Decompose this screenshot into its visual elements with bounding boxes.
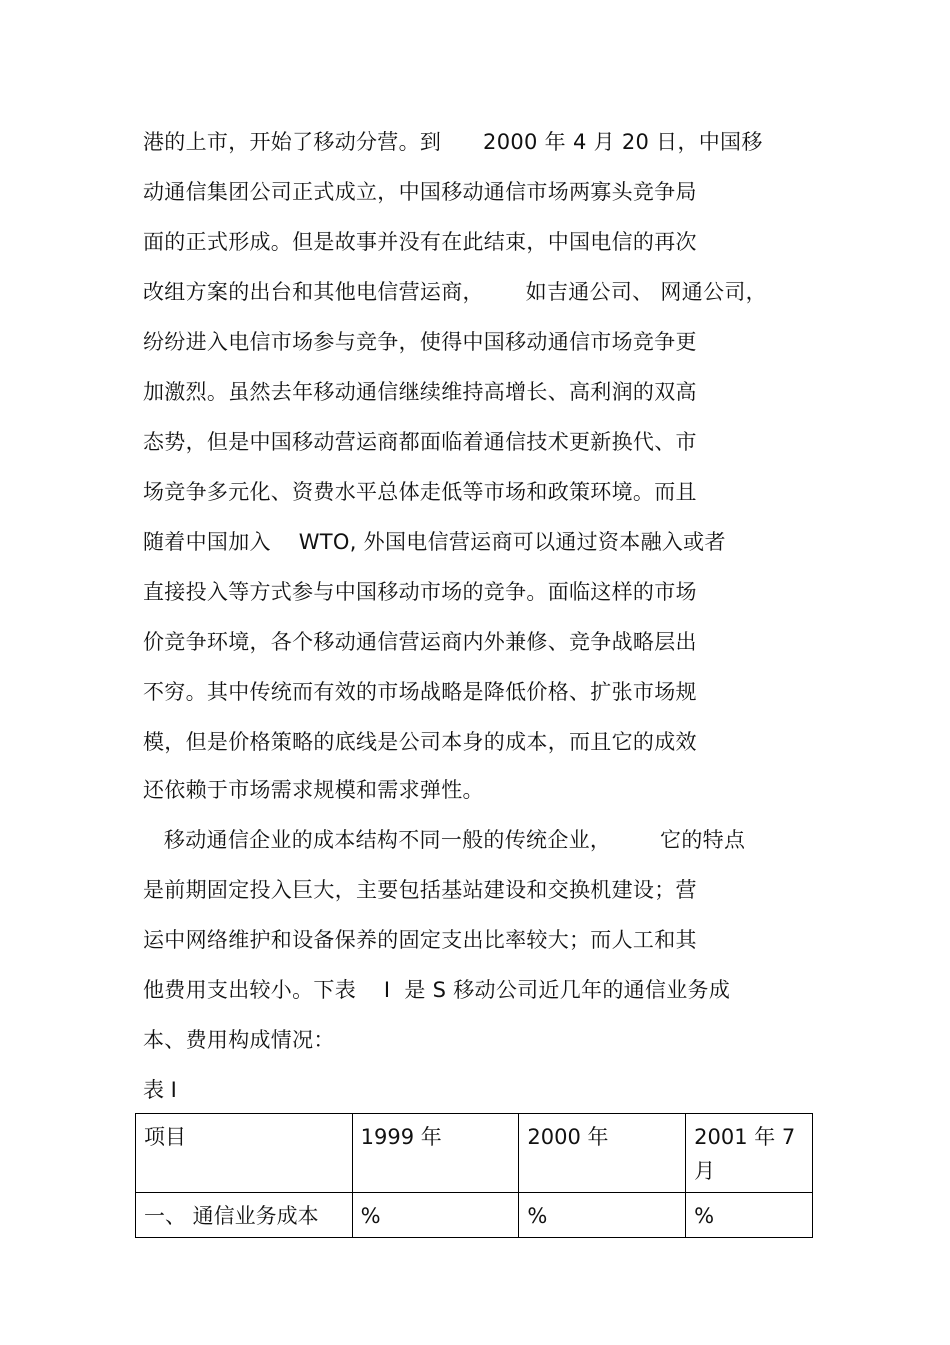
text-line: 运中网络维护和设备保养的固定支出比率较大；而人工和其 — [143, 928, 697, 952]
text-line: 场竞争多元化、资费水平总体走低等市场和政策环境。而且 — [143, 480, 697, 504]
text-line: 移动通信企业的成本结构不同一般的传统企业， 它的特点 — [143, 828, 746, 852]
text-line: 面的正式形成。但是故事并没有在此结束，中国电信的再次 — [143, 230, 697, 254]
text-line: 不穷。其中传统而有效的市场战略是降低价格、扩张市场规 — [143, 680, 697, 704]
text-line: 直接投入等方式参与中国移动市场的竞争。面临这样的市场 — [143, 580, 697, 604]
table-header-row — [136, 1114, 813, 1193]
text-line: 还依赖于市场需求规模和需求弹性。 — [143, 778, 484, 802]
text-line: 本、费用构成情况： — [143, 1028, 335, 1052]
header-cell-2000: 2000 年 — [519, 1114, 686, 1193]
text-line: 价竞争环境，各个移动通信营运商内外兼修、竞争战略层出 — [143, 630, 697, 654]
text-line: 随着中国加入 WTO, 外国电信营运商可以通过资本融入或者 — [143, 530, 726, 554]
header-cell-2001: 2001 年 7 月 — [686, 1114, 813, 1193]
table-cell: % — [686, 1193, 813, 1238]
header-cell-1999: 1999 年 — [352, 1114, 519, 1193]
table-caption: 表 I — [143, 1078, 177, 1102]
cost-table — [135, 1113, 813, 1238]
text-line: 模，但是价格策略的底线是公司本身的成本，而且它的成效 — [143, 730, 697, 754]
table-cell: % — [352, 1193, 519, 1238]
table-row — [136, 1193, 813, 1238]
text-line: 改组方案的出台和其他电信营运商， 如吉通公司、 网通公司， — [143, 280, 767, 304]
text-line: 态势，但是中国移动营运商都面临着通信技术更新换代、市 — [143, 430, 697, 454]
table-cell: % — [519, 1193, 686, 1238]
text-line: 纷纷进入电信市场参与竞争，使得中国移动通信市场竞争更 — [143, 330, 697, 354]
header-cell-item: 项目 — [136, 1114, 353, 1193]
text-line: 他费用支出较小。下表 I 是 S 移动公司近几年的通信业务成 — [143, 978, 731, 1002]
text-line: 动通信集团公司正式成立，中国移动通信市场两寡头竞争局 — [143, 180, 697, 204]
text-line: 是前期固定投入巨大，主要包括基站建设和交换机建设；营 — [143, 878, 697, 902]
text-line: 港的上市，开始了移动分营。到 2000 年 4 月 20 日，中国移 — [143, 130, 763, 154]
text-line: 加激烈。虽然去年移动通信继续维持高增长、高利润的双高 — [143, 380, 697, 404]
table-cell: 一、 通信业务成本 — [136, 1193, 353, 1238]
